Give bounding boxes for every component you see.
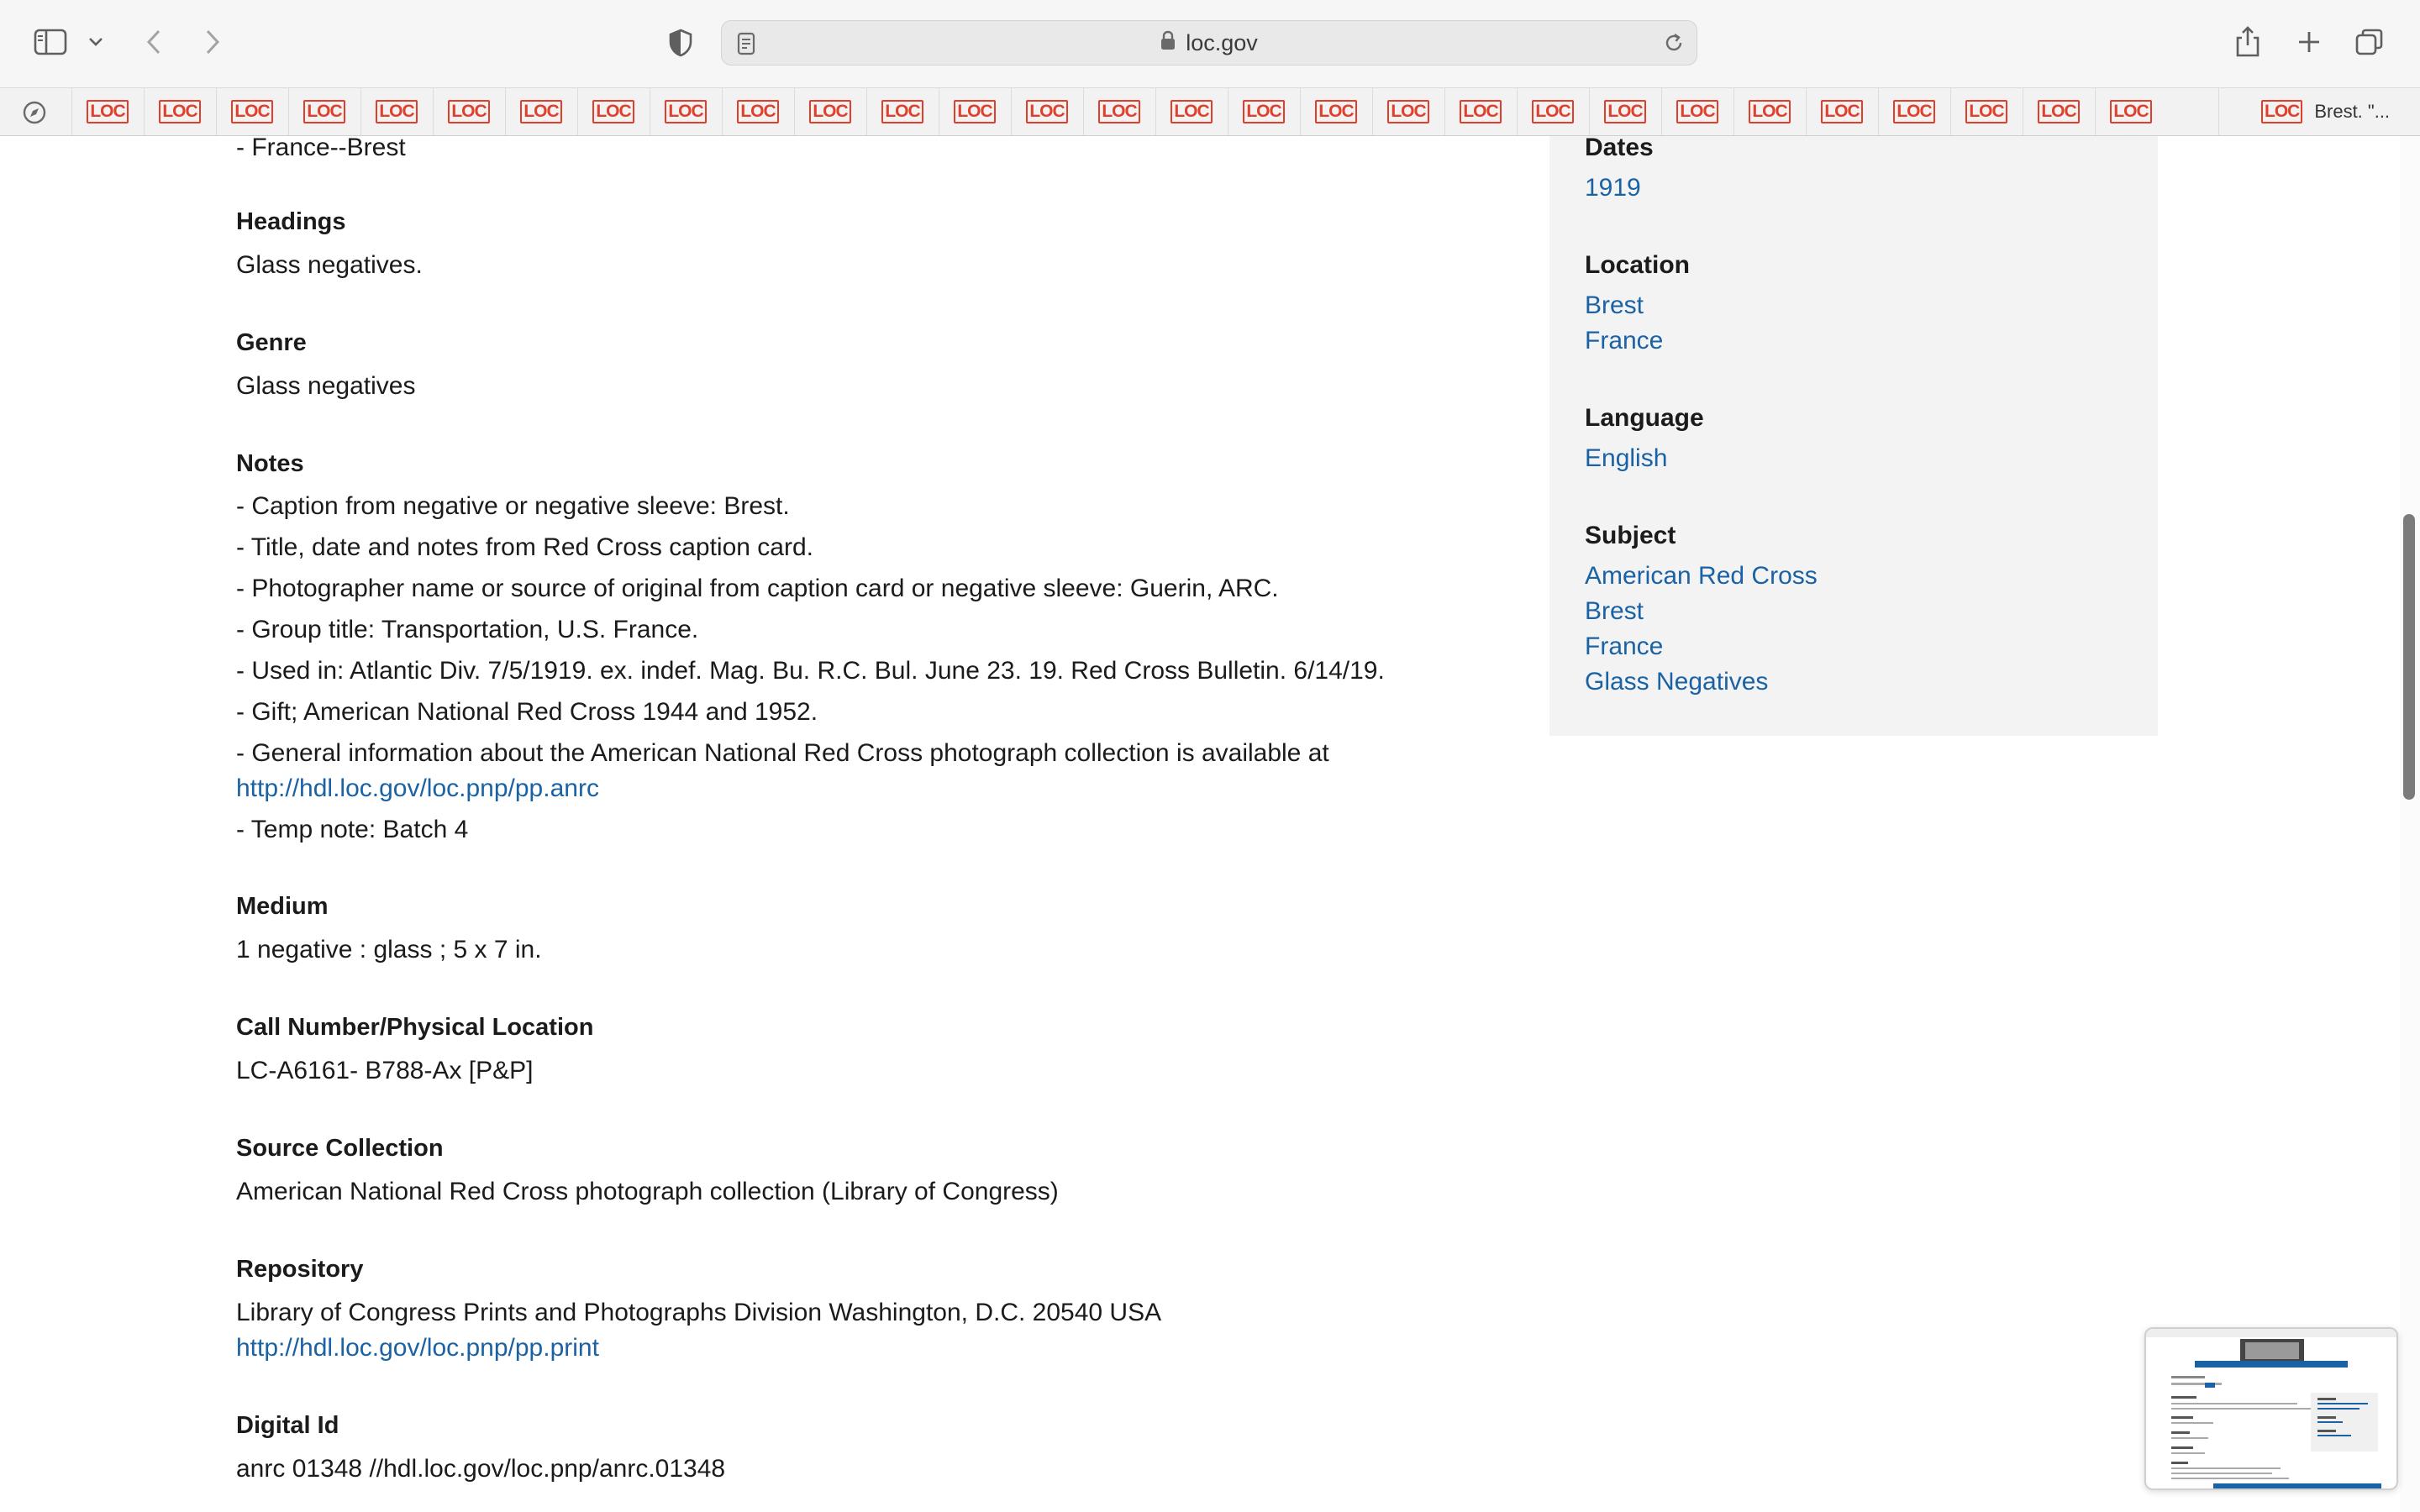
tab-loc-7[interactable]: [505, 88, 576, 135]
compass-icon[interactable]: [22, 100, 47, 129]
tab-loc-26[interactable]: [1878, 88, 1949, 135]
location-title: Location: [1585, 251, 1690, 279]
loc-logo-icon: LOC: [737, 100, 778, 123]
headings-title: Headings: [236, 208, 346, 235]
digital-id-value: anrc 01348 //hdl.loc.gov/loc.pnp/anrc.01348: [236, 1455, 726, 1483]
tab-active-brest[interactable]: [2218, 88, 2420, 135]
note-item: - Gift; American National Red Cross 1944 and 1952.: [236, 698, 818, 726]
tab-loc-23[interactable]: [1661, 88, 1733, 135]
source-collection-title: Source Collection: [236, 1135, 444, 1162]
loc-logo-icon: LOC: [1387, 100, 1428, 123]
loc-logo-icon: LOC: [1821, 100, 1862, 123]
loc-logo-icon: LOC: [2110, 100, 2151, 123]
loc-logo-icon: LOC: [1749, 100, 1790, 123]
reload-icon[interactable]: [1663, 32, 1685, 58]
source-collection-value: American National Red Cross photograph collection (Library of Congress): [236, 1178, 1059, 1205]
address-bar[interactable]: [721, 20, 1697, 66]
headings-value: Glass negatives.: [236, 251, 423, 279]
loc-logo-icon: LOC: [954, 100, 995, 123]
tab-loc-28[interactable]: [2023, 88, 2094, 135]
note-item: - Temp note: Batch 4: [236, 816, 469, 843]
tab-loc-11[interactable]: [794, 88, 865, 135]
page-preview-thumbnail[interactable]: [2144, 1327, 2398, 1490]
loc-logo-icon: LOC: [448, 100, 489, 123]
dates-title: Dates: [1585, 136, 1654, 161]
loc-logo-icon: LOC: [809, 100, 850, 123]
loc-logo-icon: LOC: [303, 100, 345, 123]
tab-loc-10[interactable]: [722, 88, 793, 135]
loc-logo-icon: LOC: [2261, 100, 2302, 123]
back-icon[interactable]: [139, 25, 168, 59]
sidebar-toggle-icon[interactable]: [32, 25, 69, 59]
loc-logo-icon: LOC: [159, 100, 200, 123]
tab-loc-2[interactable]: [144, 88, 215, 135]
anrc-collection-link[interactable]: http://hdl.loc.gov/loc.pnp/pp.anrc: [236, 774, 599, 802]
loc-logo-icon: LOC: [881, 100, 923, 123]
scrollbar-thumb[interactable]: [2403, 514, 2415, 800]
tab-loc-16[interactable]: [1155, 88, 1227, 135]
tab-loc-17[interactable]: [1228, 88, 1299, 135]
subject-link[interactable]: Brest: [1585, 597, 1644, 625]
loc-logo-icon: LOC: [1604, 100, 1645, 123]
subject-list-item: - France--Brest: [236, 136, 406, 161]
tab-loc-20[interactable]: [1444, 88, 1516, 135]
tab-loc-25[interactable]: [1806, 88, 1877, 135]
loc-logo-icon: LOC: [665, 100, 706, 123]
date-link[interactable]: 1919: [1585, 174, 1641, 202]
tab-loc-4[interactable]: [288, 88, 360, 135]
call-number-value: LC-A6161- B788-Ax [P&P]: [236, 1057, 534, 1084]
tab-loc-27[interactable]: [1950, 88, 2022, 135]
note-item: - Photographer name or source of original from caption card or negative sleeve: Guerin, ARC.: [236, 575, 1279, 602]
tab-loc-22[interactable]: [1589, 88, 1660, 135]
loc-logo-icon: LOC: [1965, 100, 2007, 123]
loc-logo-icon: LOC: [520, 100, 561, 123]
loc-logo-icon: LOC: [1676, 100, 1718, 123]
scrollbar-track[interactable]: [2400, 136, 2420, 1512]
subject-link[interactable]: American Red Cross: [1585, 562, 1818, 590]
address-url: loc.gov: [1186, 29, 1258, 55]
loc-logo-icon: LOC: [1460, 100, 1501, 123]
loc-logo-icon: LOC: [1098, 100, 1139, 123]
tab-bar: [0, 87, 2420, 136]
location-link[interactable]: Brest: [1585, 291, 1644, 319]
loc-logo-icon: LOC: [1243, 100, 1284, 123]
genre-title: Genre: [236, 329, 307, 356]
pp-print-link[interactable]: http://hdl.loc.gov/loc.pnp/pp.print: [236, 1334, 599, 1362]
language-link[interactable]: English: [1585, 444, 1668, 472]
tab-loc-18[interactable]: [1300, 88, 1371, 135]
loc-logo-icon: LOC: [1171, 100, 1212, 123]
chevron-down-icon[interactable]: [84, 30, 108, 54]
digital-id-title: Digital Id: [236, 1412, 339, 1439]
note-item: - Title, date and notes from Red Cross caption card.: [236, 533, 813, 561]
note-item: - General information about the American National Red Cross photograph collection is available at: [236, 739, 1329, 767]
tab-loc-14[interactable]: [1011, 88, 1082, 135]
medium-value: 1 negative : glass ; 5 x 7 in.: [236, 936, 542, 963]
loc-logo-icon: LOC: [2038, 100, 2079, 123]
loc-logo-icon: LOC: [1532, 100, 1573, 123]
subject-title: Subject: [1585, 522, 1676, 549]
tab-overview-icon[interactable]: [2353, 25, 2386, 59]
medium-title: Medium: [236, 893, 329, 920]
privacy-shield-icon[interactable]: [664, 25, 697, 60]
loc-logo-icon: LOC: [1893, 100, 1934, 123]
tab-loc-29[interactable]: [2095, 88, 2166, 135]
page-content: [0, 136, 2400, 1512]
language-title: Language: [1585, 404, 1704, 432]
repository-value: Library of Congress Prints and Photographs Division Washington, D.C. 20540 USA: [236, 1299, 1162, 1326]
loc-logo-icon: LOC: [87, 100, 128, 123]
location-link[interactable]: France: [1585, 327, 1664, 354]
tab-loc-9[interactable]: [650, 88, 721, 135]
note-item: - Caption from negative or negative sleeve: Brest.: [236, 492, 790, 520]
note-item: - Used in: Atlantic Div. 7/5/1919. ex. indef. Mag. Bu. R.C. Bul. June 23. 19. Red Cross Bulletin. 6/14/19.: [236, 657, 1385, 685]
tab-loc-19[interactable]: [1372, 88, 1444, 135]
note-item: - Group title: Transportation, U.S. France.: [236, 616, 699, 643]
tab-loc-12[interactable]: [866, 88, 938, 135]
tab-loc-21[interactable]: [1517, 88, 1588, 135]
facets-sidebar: [1549, 136, 2158, 736]
loc-logo-icon: LOC: [592, 100, 634, 123]
loc-logo-icon: LOC: [1315, 100, 1356, 123]
share-icon[interactable]: [2232, 24, 2264, 60]
tab-loc-6[interactable]: [433, 88, 504, 135]
tab-loc-13[interactable]: [939, 88, 1010, 135]
tab-loc-15[interactable]: [1083, 88, 1155, 135]
repository-title: Repository: [236, 1256, 364, 1283]
genre-value: Glass negatives: [236, 372, 416, 400]
lock-icon: [1160, 30, 1176, 56]
forward-icon[interactable]: [198, 25, 227, 59]
new-tab-icon[interactable]: [2292, 25, 2326, 59]
tab-loc-24[interactable]: [1733, 88, 1805, 135]
subject-link[interactable]: France: [1585, 633, 1664, 660]
call-number-title: Call Number/Physical Location: [236, 1014, 594, 1041]
tab-loc-1[interactable]: [71, 88, 143, 135]
tab-loc-8[interactable]: [577, 88, 649, 135]
loc-logo-icon: LOC: [231, 100, 272, 123]
tab-loc-3[interactable]: [216, 88, 287, 135]
loc-logo-icon: LOC: [1026, 100, 1067, 123]
notes-title: Notes: [236, 450, 304, 477]
subject-link[interactable]: Glass Negatives: [1585, 668, 1769, 696]
tab-loc-5[interactable]: [360, 88, 432, 135]
tab-title: Brest. "...: [2314, 101, 2391, 122]
loc-logo-icon: LOC: [376, 100, 417, 123]
browser-toolbar: [0, 0, 2420, 87]
